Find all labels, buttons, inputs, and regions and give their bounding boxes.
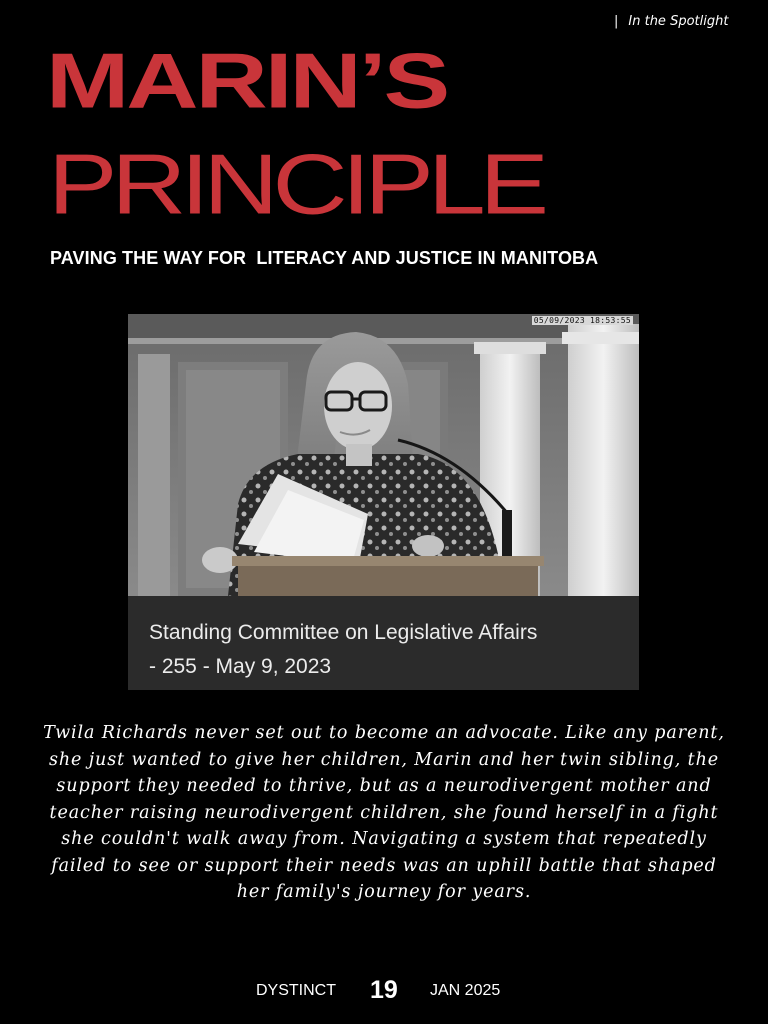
photo-caption — [128, 596, 639, 690]
committee-scene-image — [128, 314, 639, 596]
section-label — [614, 14, 728, 29]
section-label-text: In the Spotlight — [628, 14, 729, 29]
headline-line-1: MARIN’S — [46, 37, 448, 125]
caption-line-1: Standing Committee on Legislative Affairs — [149, 621, 538, 644]
section-divider: | — [614, 14, 619, 29]
magazine-name: DYSTINCT — [256, 982, 336, 999]
page-number: 19 — [370, 976, 398, 1004]
caption-line-2: - 255 - May 9, 2023 — [149, 655, 332, 678]
committee-photo — [128, 314, 639, 690]
page-footer — [0, 976, 768, 1008]
issue-date: JAN 2025 — [430, 982, 501, 999]
subheadline: PAVING THE WAY FOR LITERACY AND JUSTICE IN MANITOBA — [50, 248, 599, 268]
headline-line-2: PRINCIPLE — [48, 137, 544, 233]
article-intro: Twila Richards never set out to become an advocate. Like any parent, she just wanted to give her children, Marin and her twin sibling, the support they needed to thrive, but as a neurodivergent mother and teacher raising neurodivergent children, she found herself in a fight she couldn't walk away from. Navigating a system that repeatedly failed to see or support their needs was an uphill battle that shaped her family's journey for years. — [43, 723, 725, 902]
video-timestamp: 05/09/2023 18:53:55 — [533, 316, 631, 325]
